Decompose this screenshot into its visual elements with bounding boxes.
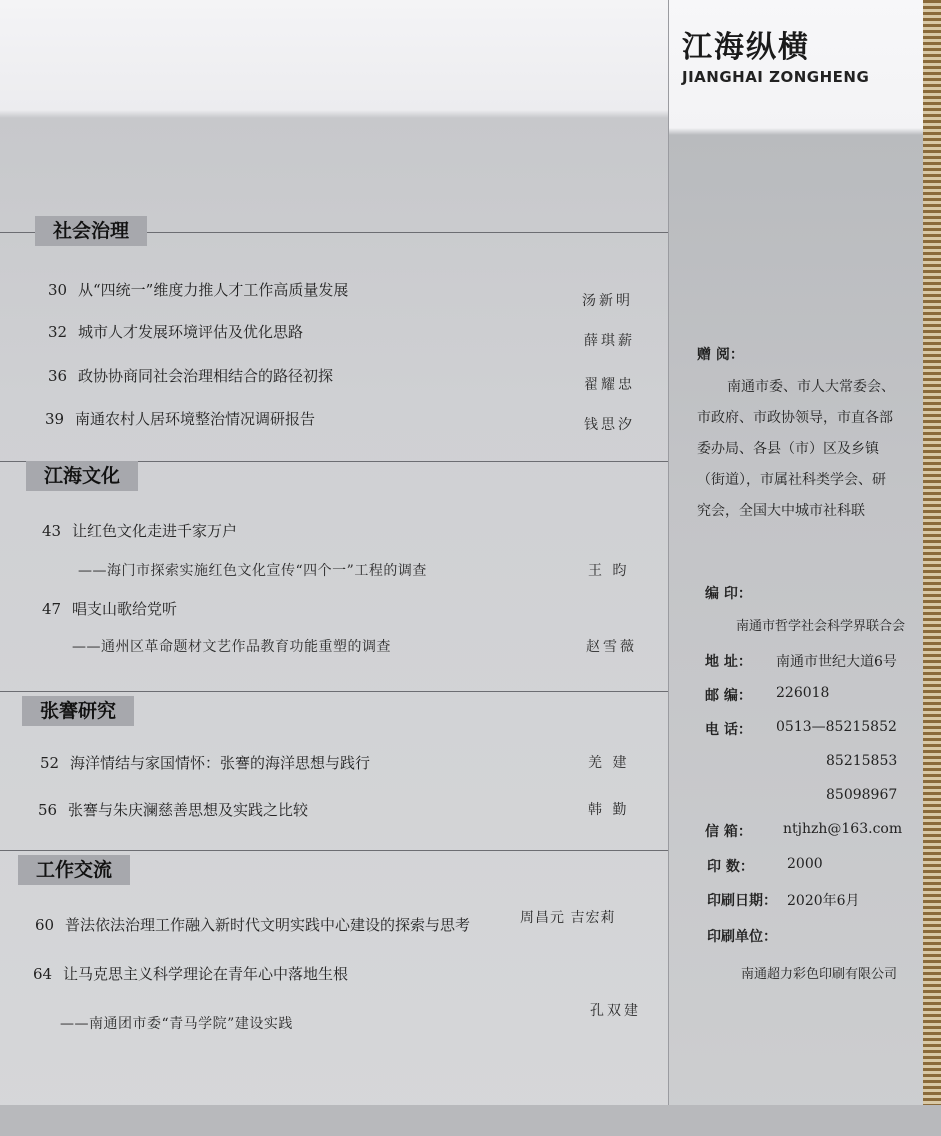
toc-entry <box>48 279 348 300</box>
toc-entry <box>35 914 470 935</box>
gift-recipients <box>697 372 925 527</box>
toc-entry <box>48 365 333 386</box>
gift-line: 南通市委、市人大常委会、 <box>727 379 895 395</box>
phone-value: 85215853 <box>826 753 898 769</box>
page-number: 47 <box>42 600 62 618</box>
print-count-label: 印 数： <box>707 859 754 875</box>
phone-value: 0513—85215852 <box>776 719 897 735</box>
page-number: 39 <box>45 410 65 428</box>
bottom-strip <box>0 1105 941 1136</box>
page-number: 52 <box>40 754 60 772</box>
article-subtitle: ——南通团市委“青马学院”建设实践 <box>60 1016 293 1032</box>
editor-label: 编 印： <box>705 586 752 602</box>
page-number: 64 <box>33 965 53 983</box>
page-number: 32 <box>48 323 68 341</box>
article-title: 唱支山歌给党听 <box>72 600 178 618</box>
print-count-value: 2000 <box>787 856 823 872</box>
article-title: 从“四统一”维度力推人才工作高质量发展 <box>78 281 349 299</box>
editor-value: 南通市哲学社会科学界联合会 <box>736 619 906 634</box>
postcode-label: 邮 编： <box>705 688 752 704</box>
section-divider <box>0 850 668 851</box>
toc-entry <box>42 520 237 541</box>
article-author: 汤新明 <box>582 293 633 309</box>
article-author: 王 昀 <box>588 563 630 579</box>
page-number: 60 <box>35 916 55 934</box>
article-title: 政协协商同社会治理相结合的路径初探 <box>78 367 334 385</box>
article-author: 翟耀忠 <box>584 377 635 393</box>
book-edge <box>923 0 941 1136</box>
email-label: 信 箱： <box>705 824 752 840</box>
article-author: 羌 建 <box>588 755 630 771</box>
gift-line: （街道），市属社科类学会、研 <box>697 472 886 488</box>
print-date-label: 印刷日期： <box>707 893 777 909</box>
article-title: 南通农村人居环境整治情况调研报告 <box>75 410 316 428</box>
gift-line: 委办局、各县（市）区及乡镇 <box>697 441 879 457</box>
toc-entry <box>40 752 370 773</box>
section-heading: 工作交流 <box>18 855 130 885</box>
phone-value: 85098967 <box>826 787 898 803</box>
toc-entry <box>38 799 308 820</box>
address-label: 地 址： <box>705 654 752 670</box>
gift-line: 市政府、市政协领导，市直各部 <box>697 410 893 426</box>
article-title: 张謇与朱庆澜慈善思想及实践之比较 <box>68 801 309 819</box>
phone-label: 电 话： <box>705 722 752 738</box>
article-subtitle: ——通州区革命题材文艺作品教育功能重塑的调查 <box>72 639 391 655</box>
article-title: 让红色文化走进千家万户 <box>72 522 238 540</box>
article-author: 薛琪薪 <box>584 333 635 349</box>
magazine-subtitle: JIANGHAI ZONGHENG <box>682 68 870 86</box>
article-title: 城市人才发展环境评估及优化思路 <box>78 323 304 341</box>
page-number: 30 <box>48 281 68 299</box>
gift-label: 赠 阅： <box>697 347 744 363</box>
page-number: 43 <box>42 522 62 540</box>
email-value: ntjhzh@163.com <box>783 821 903 837</box>
gift-line: 究会，全国大中城市社科联 <box>697 503 865 519</box>
article-author: 赵雪薇 <box>586 639 637 655</box>
page-number: 56 <box>38 801 58 819</box>
postcode-value: 226018 <box>776 685 830 701</box>
magazine-title: 江海纵横 <box>682 30 810 65</box>
printer-value: 南通超力彩色印刷有限公司 <box>741 967 898 982</box>
toc-entry <box>48 321 303 342</box>
toc-entry <box>33 963 348 984</box>
article-title: 让马克思主义科学理论在青年心中落地生根 <box>63 965 349 983</box>
section-divider <box>0 691 668 692</box>
address-value: 南通市世纪大道6号 <box>776 654 897 670</box>
article-author: 钱思汐 <box>584 417 635 433</box>
print-date-value: 2020年6月 <box>787 893 860 909</box>
article-author: 周昌元 吉宏莉 <box>520 910 616 926</box>
article-title: 普法依法治理工作融入新时代文明实践中心建设的探索与思考 <box>65 916 471 934</box>
section-heading: 江海文化 <box>26 461 138 491</box>
article-subtitle: ——海门市探索实施红色文化宣传“四个一”工程的调查 <box>78 563 427 579</box>
article-author: 韩 勤 <box>588 802 630 818</box>
section-heading: 社会治理 <box>35 216 147 246</box>
toc-entry <box>45 408 315 429</box>
printer-label: 印刷单位： <box>707 929 777 945</box>
section-heading: 张謇研究 <box>22 696 134 726</box>
page-number: 36 <box>48 367 68 385</box>
article-title: 海洋情结与家国情怀：张謇的海洋思想与践行 <box>70 754 371 772</box>
article-author: 孔双建 <box>590 1003 641 1019</box>
toc-entry <box>42 598 177 619</box>
